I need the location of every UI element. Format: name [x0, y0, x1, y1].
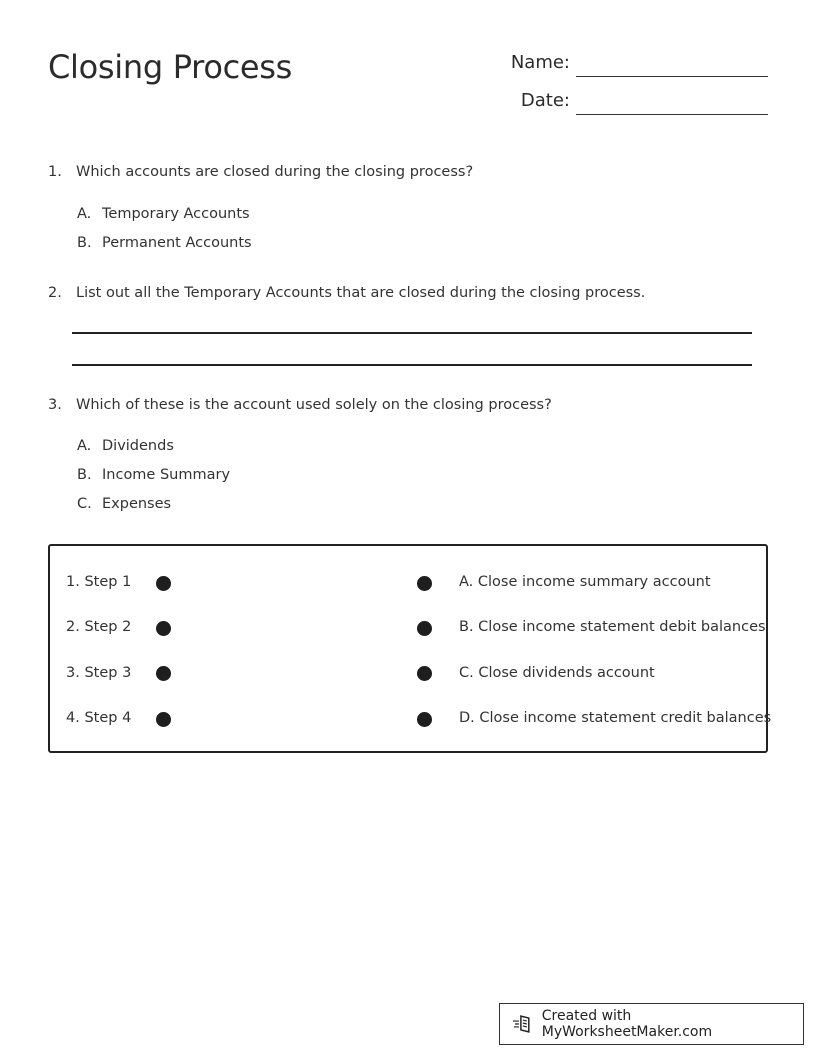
option-text: Income Summary — [102, 467, 231, 483]
match-dot-left-4[interactable] — [156, 712, 171, 727]
date-line[interactable] — [576, 114, 768, 115]
date-field[interactable] — [490, 90, 770, 120]
matching-step-3: 3. Step 3 — [66, 665, 132, 681]
matching-answer-d: D. Close income statement credit balances — [459, 710, 772, 726]
name-label: Name: — [510, 52, 570, 73]
match-dot-right-2[interactable] — [417, 621, 432, 636]
option-letter: A. — [77, 438, 92, 454]
option-text: Expenses — [102, 496, 172, 512]
match-dot-left-1[interactable] — [156, 576, 171, 591]
question-text: Which of these is the account used solely on the closing process? — [76, 397, 552, 413]
option-letter: A. — [77, 206, 92, 222]
worksheet-maker-logo-icon — [512, 1013, 534, 1035]
matching-answer-a: A. Close income summary account — [459, 574, 711, 590]
option-text: Permanent Accounts — [102, 235, 252, 251]
question-number: 1. — [48, 164, 62, 180]
matching-answer-b: B. Close income statement debit balances — [459, 619, 766, 635]
match-dot-right-1[interactable] — [417, 576, 432, 591]
question-number: 2. — [48, 285, 62, 301]
option-text: Temporary Accounts — [102, 206, 250, 222]
match-dot-right-4[interactable] — [417, 712, 432, 727]
matching-step-2: 2. Step 2 — [66, 619, 132, 635]
question-number: 3. — [48, 397, 62, 413]
answer-line[interactable] — [72, 364, 752, 366]
matching-answer-c: C. Close dividends account — [459, 665, 655, 681]
match-dot-left-3[interactable] — [156, 666, 171, 681]
footer-text: Created with MyWorksheetMaker.com — [541, 1008, 713, 1040]
match-dot-right-3[interactable] — [417, 666, 432, 681]
question-text: List out all the Temporary Accounts that are closed during the closing process. — [76, 285, 646, 301]
match-dot-left-2[interactable] — [156, 621, 171, 636]
option-letter: B. — [77, 235, 92, 251]
matching-section — [48, 544, 772, 753]
option-text: Dividends — [102, 438, 174, 454]
footer-badge[interactable] — [499, 1003, 804, 1045]
page-title: Closing Process — [48, 48, 293, 86]
option-letter: B. — [77, 467, 92, 483]
matching-step-4: 4. Step 4 — [66, 710, 132, 726]
name-field[interactable] — [490, 52, 770, 82]
name-line[interactable] — [576, 76, 768, 77]
date-label: Date: — [520, 90, 570, 111]
question-text: Which accounts are closed during the closing process? — [76, 164, 474, 180]
matching-step-1: 1. Step 1 — [66, 574, 132, 590]
option-letter: C. — [77, 496, 92, 512]
answer-line[interactable] — [72, 332, 752, 334]
